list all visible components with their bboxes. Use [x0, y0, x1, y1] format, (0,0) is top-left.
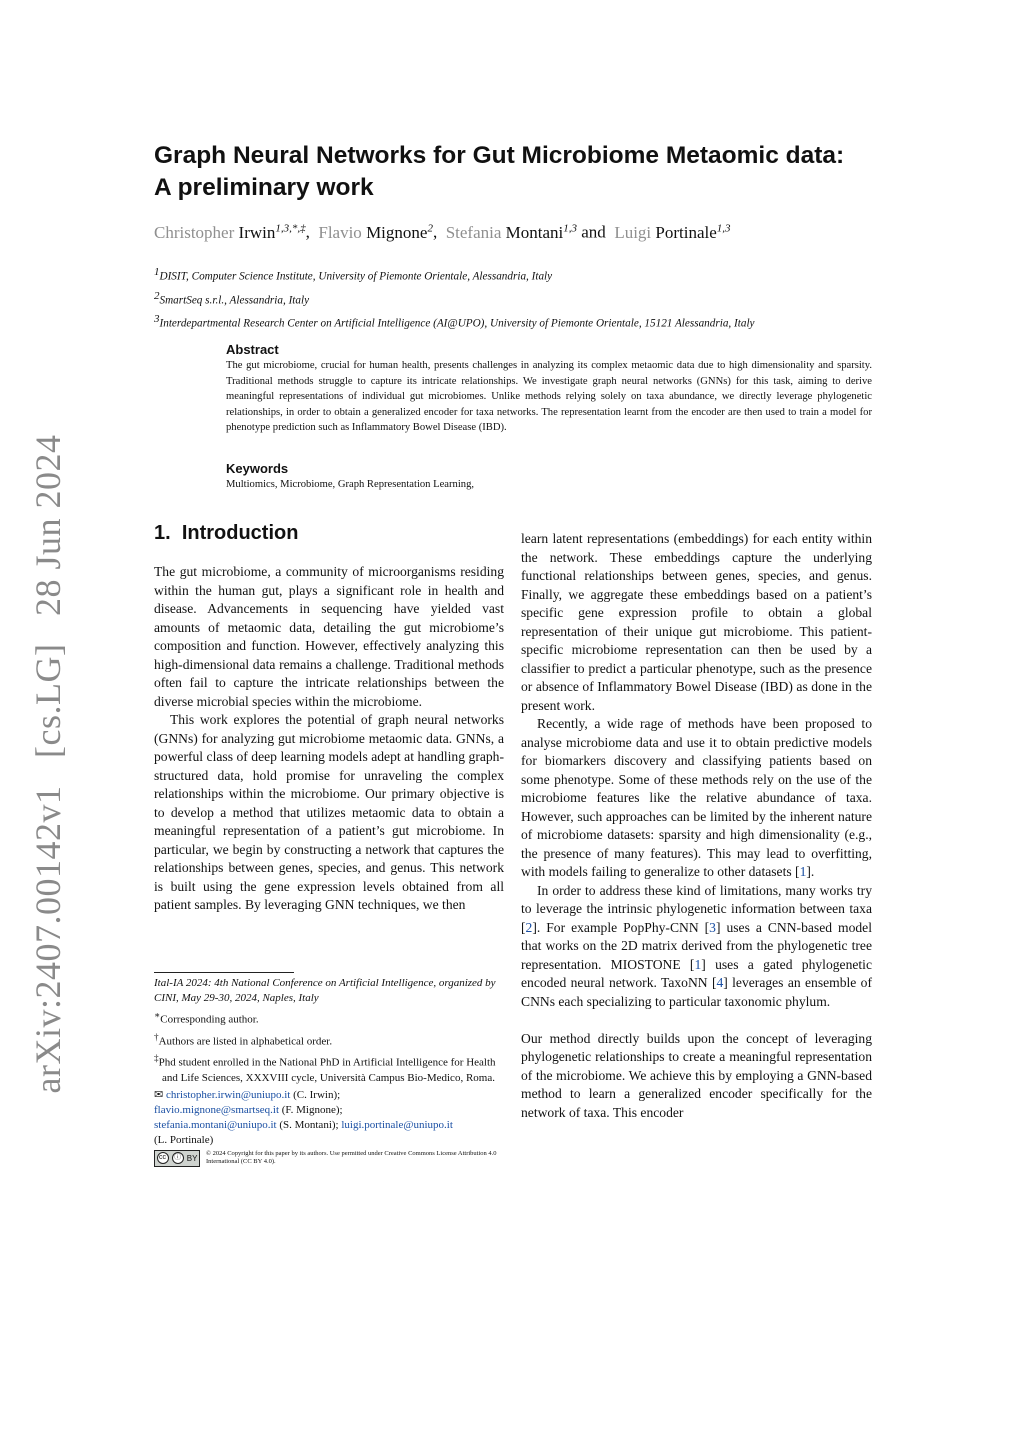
keywords-block — [226, 461, 872, 493]
author-1: Christopher Irwin$^{1,3,*,\ddagger}$ — [154, 222, 306, 242]
email-link-portinale[interactable]: luigi.portinale@uniupo.it — [341, 1118, 453, 1131]
arxiv-date: 28 Jun 2024 — [28, 434, 68, 617]
paper-title — [154, 140, 914, 204]
footnote-emails: ✉ christopher.irwin@uniupo.it (C. Irwin); flavio.mignone@smartseq.it (F. Mignone); stefania.montani@uniupo.it (S. Montani); luigi.portinale@uniupo.it (L. Portinale) — [154, 1088, 453, 1146]
intro-paragraph-1: The gut microbiome, a community of microorganisms residing within the human gut, plays a significant role in health and disease. Advancements in sequencing have yielded vast amounts of metaomic data, detailing the gut microbiome’s composition and function. However, effectively analyzing this high-dimensional data remains a challenge. Traditional methods often fail to capture the intricate relationships between the diverse microbial species within the microbiome. — [154, 564, 504, 709]
title-line-2: A preliminary work — [154, 174, 374, 201]
affiliations — [154, 263, 914, 334]
author-3: Stefania Montani$^{1,3}$ — [445, 222, 578, 242]
author-4: Luigi Portinale$^{1,3}$ — [614, 222, 731, 242]
keywords-heading: Keywords — [226, 461, 289, 476]
section-title: Introduction — [181, 522, 299, 544]
footnote-phd: ‡Phd student enrolled in the National PhD in Artificial Intelligence for Health and Life Sciences, XXXVIII cycle, Università Campus Bio-Medico, Roma. — [154, 1053, 496, 1084]
right-paragraph-1: learn latent representations (embeddings) for each entity within the network. These embeddings capture the underlying functional relationships between genes, species, and genus. Finally, we aggregate these embeddings based on a patient’s specific gene expression profile to obtain a global representation of their unique gut microbiome. This patient-specific microbiome representation can then be used by a classifier to predict a particular phenotype, such as the presence or absence of Inflammatory Bowel Disease (IBD) as done in the present work. — [521, 531, 872, 713]
footnote-conference: Ital-IA 2024: 4th National Conference on Artificial Intelligence, organized by CINI, May 29-30, 2024, Naples, Italy — [154, 977, 496, 1004]
right-column — [521, 530, 872, 1122]
email-link-montani[interactable]: stefania.montani@uniupo.it — [154, 1118, 277, 1131]
right-paragraph-2: Recently, a wide rage of methods have been proposed to analyse microbiome data and use it to obtain predictive models for biomarkers discovery and classifying patients based on some phenotype. Some of these methods rely on the use of the microbiome features like the relative abundance of taxa. However, such approaches can be limited by the inherent nature of microbiome datasets: sparsity and high dimensionality (e.g., the presence of many features). This may lead to overfitting, with models failing to generalize to other datasets [1]. — [521, 716, 872, 879]
affiliation-3: $^3$Interdepartmental Research Center on Artificial Intelligence (AI@UPO), University of Piemonte Orientale, 15121 Alessandria, Italy — [154, 313, 755, 331]
citation-link[interactable]: 4 — [716, 975, 724, 990]
and-word: and — [581, 222, 606, 242]
citation-link[interactable]: 1 — [799, 864, 807, 879]
author-list: Christopher Irwin$^{1,3,*,\ddagger}$, Flavio Mignone$^2$, Stefania Montani$^{1,3}$ and Luigi Portinale$^{1,3}$ — [154, 222, 731, 242]
left-column — [154, 563, 504, 915]
email-icon: ✉ — [154, 1088, 164, 1101]
cc-by-badge-icon[interactable]: cc ⓘ BY — [154, 1150, 200, 1167]
intro-paragraph-2: This work explores the potential of graph neural networks (GNNs) for analyzing gut microbiome metaomic data. GNNs, a powerful class of deep learning models adept at handling graph-structured data, hold promise for unraveling the complex relationships within the microbiome. Our primary objective is to develop a method that utilizes metaomic data to obtain a meaningful representation of a patient’s gut microbiome. In particular, we begin by constructing a network that captures the relationships between genes, species, and genus. This network is built using the gene expression levels obtained from all patient samples. By leveraging GNN techniques, we then — [154, 712, 504, 912]
title-line-1: Graph Neural Networks for Gut Microbiome Metaomic data: — [154, 142, 845, 169]
citation-link[interactable]: 3 — [709, 919, 716, 935]
arxiv-category: [cs.LG] — [28, 643, 68, 758]
section-heading — [154, 522, 298, 545]
arxiv-sidebar — [22, 434, 74, 1094]
abstract-heading: Abstract — [226, 342, 279, 357]
citation-link[interactable]: 1 — [694, 956, 702, 972]
affiliation-1: $^1$DISIT, Computer Science Institute, University of Piemonte Orientale, Alessandria, Italy — [154, 266, 553, 283]
citation-link[interactable]: 2 — [525, 919, 533, 935]
footnotes — [154, 976, 510, 1167]
abstract-block — [226, 342, 872, 436]
right-paragraph-3: In order to address these kind of limitations, many works try to leverage the intrinsic phylogenetic information between taxa [2]. For example PopPhy-CNN [3] uses a CNN-based model that works on the 2D matrix derived from the phylogenetic tree representation. MIOSTONE [1] uses a gated phylogenetic encoded neural network. TaxoNN [4] leverages an ensemble of CNNs each specializing to particular taxonomic phylum. — [521, 882, 873, 1009]
footnote-corresponding: ∗Corresponding author. — [154, 1010, 259, 1026]
right-paragraph-4: Our method directly builds upon the concept of leveraging phylogenetic relationships to create a meaningful representation of the microbiome. We achieve this by employing a GNN-based method to learn a generalized encoder specifically for the network of taxa. This encoder — [521, 1030, 872, 1120]
email-link-mignone[interactable]: flavio.mignone@smartseq.it — [154, 1103, 279, 1116]
email-link-irwin[interactable]: christopher.irwin@uniupo.it — [165, 1088, 291, 1101]
footnote-rule — [154, 972, 294, 973]
author-2: Flavio Mignone$^2$ — [318, 222, 433, 242]
section-number: 1. — [154, 522, 171, 544]
footnote-alphabetical: †Authors are listed in alphabetical order. — [154, 1031, 333, 1048]
license-text: © 2024 Copyright for this paper by its authors. Use permitted under Creative Commons License Attribution 4.0 International (CC BY 4.0). — [206, 1149, 497, 1166]
abstract-text: The gut microbiome, crucial for human health, presents challenges in analyzing its complex metaomic data due to high dimensionality and sparsity. Traditional methods struggle to capture its intricate relationships. We investigate graph neural networks (GNNs) for this task, aiming to derive meaningful representations of individual gut microbiomes. Unlike methods relying solely on taxa abundance, we directly leverage phylogenetic relationships, in order to obtain a generalized encoder for taxa networks. The representation learnt from the encoder are then used to train a model for phenotype prediction such as Inflammatory Bowel Disease (IBD). — [226, 360, 872, 433]
affiliation-2: $^2$SmartSeq s.r.l., Alessandria, Italy — [154, 289, 310, 307]
arxiv-id[interactable]: arXiv:2407.00142v1 — [28, 785, 68, 1094]
license-block — [154, 1150, 510, 1167]
keywords-text: Multiomics, Microbiome, Graph Representation Learning, — [226, 479, 475, 490]
